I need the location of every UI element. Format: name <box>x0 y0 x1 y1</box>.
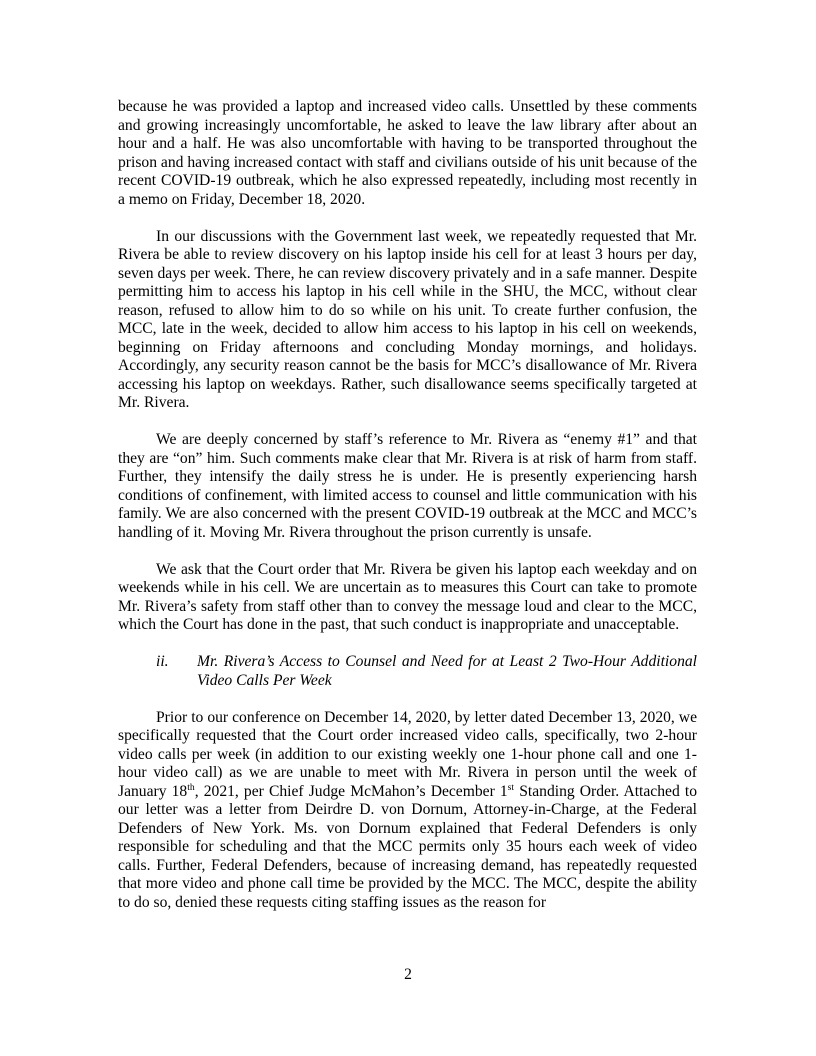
document-body <box>118 98 697 931</box>
section-heading <box>118 653 697 690</box>
paragraph-continuation: because he was provided a laptop and increased video calls. Unsettled by these comments and growing increasingly uncomfortable, he asked to leave the law library after about an hour and a half. He was also uncomfortable with having to be transported throughout the prison and having increased contact with staff and civilians outside of his unit because of the recent COVID-19 outbreak, which he also expressed repeatedly, including most recently in a memo on Friday, December 18, 2020. <box>118 98 697 208</box>
paragraph-video-calls: Prior to our conference on December 14, 2020, by letter dated December 13, 2020, we specifically requested that the Court order increased video calls, specifically, two 2-hour video calls per week (in addition to our existing weekly one 1-hour phone call and one 1-hour video call) as we are unable to meet with Mr. Rivera in person until the week of January 18th, 2021, per Chief Judge McMahon’s December 1st Standing Order. Attached to our letter was a letter from Deirdre D. von Dornum, Attorney-in-Charge, at the Federal Defenders of New York. Ms. von Dornum explained that Federal Defenders is only responsible for scheduling and that the MCC permits only 35 hours each week of video calls. Further, Federal Defenders, because of increasing demand, has repeatedly requested that more video and phone call time be provided by the MCC. The MCC, despite the ability to do so, denied these requests citing staffing issues as the reason for <box>118 708 697 911</box>
paragraph-court-request: We ask that the Court order that Mr. Rivera be given his laptop each weekday and on weekends while in his cell. We are uncertain as to measures this Court can take to promote Mr. Rivera’s safety from staff other than to convey the message loud and clear to the MCC, which the Court has done in the past, that such conduct is inappropriate and unacceptable. <box>118 560 697 633</box>
page-number: 2 <box>404 966 412 983</box>
paragraph-staff-concerns: We are deeply concerned by staff’s reference to Mr. Rivera as “enemy #1” and that they are “on” him. Such comments make clear that Mr. Rivera is at risk of harm from staff. Further, they intensify the daily stress he is under. He is presently experiencing harsh conditions of confinement, with limited access to counsel and little communication with his family. We are also concerned with the present COVID-19 outbreak at the MCC and MCC’s handling of it. Moving Mr. Rivera throughout the prison currently is unsafe. <box>118 431 697 541</box>
section-heading-number: ii. <box>156 653 169 670</box>
section-heading-text: Mr. Rivera’s Access to Counsel and Need for at Least 2 Two-Hour Additional Video Calls Per Week <box>197 653 697 689</box>
paragraph-discovery-requests: In our discussions with the Government last week, we repeatedly requested that Mr. Rivera be able to review discovery on his laptop inside his cell for at least 3 hours per day, seven days per week. There, he can review discovery privately and in a safe manner. Despite permitting him to access his laptop in his cell while in the SHU, the MCC, without clear reason, refused to allow him to do so while on his unit. To create further confusion, the MCC, late in the week, decided to allow him access to his laptop in his cell on weekends, beginning on Friday afternoons and concluding Monday mornings, and holidays. Accordingly, any security reason cannot be the basis for MCC’s disallowance of Mr. Rivera accessing his laptop on weekdays. Rather, such disallowance seems specifically targeted at Mr. Rivera. <box>118 227 697 411</box>
